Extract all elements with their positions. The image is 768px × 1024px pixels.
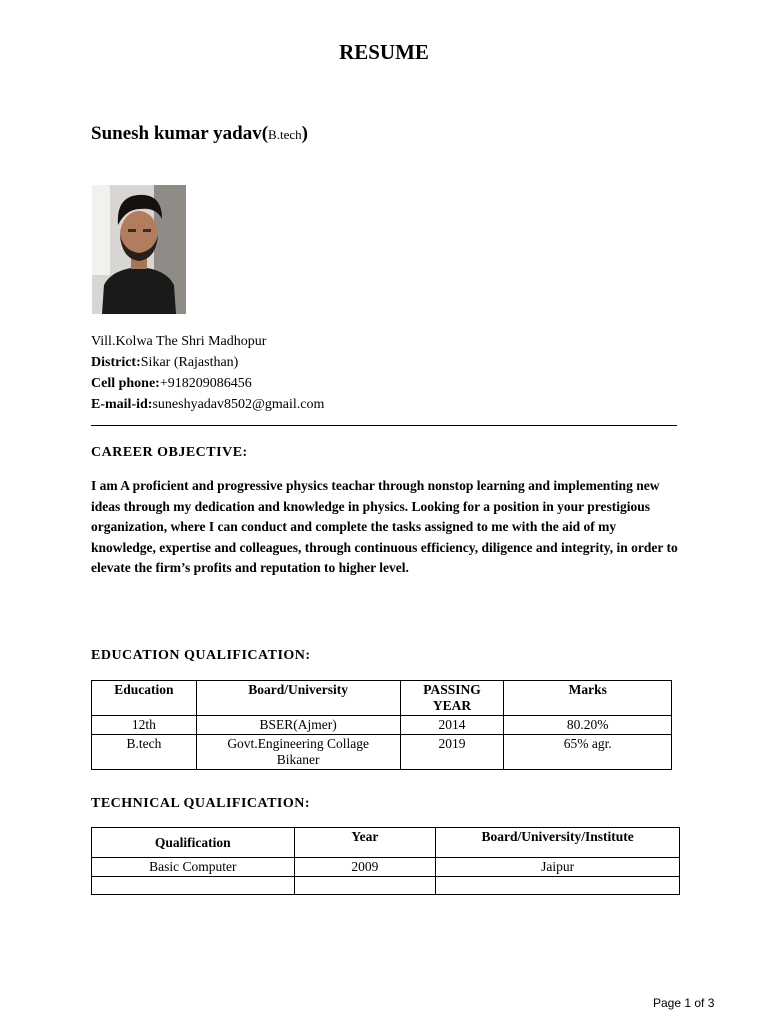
education-header-row bbox=[92, 681, 672, 716]
phone-value: +918209086456 bbox=[159, 376, 252, 391]
cell-institute: Jaipur bbox=[436, 858, 680, 877]
header-year: Year bbox=[294, 828, 436, 858]
section-divider bbox=[91, 425, 677, 426]
candidate-name bbox=[91, 123, 308, 145]
header-qualification: Qualification bbox=[92, 828, 295, 858]
cell-marks: 65% agr. bbox=[504, 735, 672, 770]
technical-table bbox=[91, 827, 680, 895]
header-education: Education bbox=[92, 681, 197, 716]
cell-year: 2019 bbox=[400, 735, 504, 770]
cell-board: Govt.Engineering Collage Bikaner bbox=[196, 735, 400, 770]
header-institute: Board/University/Institute bbox=[436, 828, 680, 858]
cell-education: 12th bbox=[92, 716, 197, 735]
name-close: ) bbox=[301, 123, 308, 144]
technical-heading: TECHNICAL QUALIFICATION: bbox=[91, 796, 311, 811]
cell-institute bbox=[436, 877, 680, 895]
address-line: Vill.Kolwa The Shri Madhopur bbox=[91, 334, 267, 349]
education-heading: EDUCATION QUALIFICATION: bbox=[91, 648, 311, 663]
table-row bbox=[92, 716, 672, 735]
email-line bbox=[91, 394, 324, 415]
district-value: Sikar (Rajasthan) bbox=[140, 355, 239, 370]
education-table bbox=[91, 680, 672, 770]
profile-photo-illustration bbox=[92, 185, 186, 314]
cell-education: B.tech bbox=[92, 735, 197, 770]
cell-qualification: Basic Computer bbox=[92, 858, 295, 877]
cell-year bbox=[294, 877, 436, 895]
table-row bbox=[92, 858, 680, 877]
cell-year: 2009 bbox=[294, 858, 436, 877]
header-board: Board/University bbox=[196, 681, 400, 716]
page-number: Page 1 of 3 bbox=[653, 996, 715, 1010]
header-passing-year: PASSING YEAR bbox=[400, 681, 504, 716]
career-objective-text: I am A proficient and progressive physics teachar through nonstop learning and implementing new ideas through my dedication and knowledge in physics. Looking for a position in your prestigious organization, where I can conduct and complete the tasks assigned to me with the aid of my knowledge, expertise and colleagues, through continuous efficiency, diligence and integrity, in order to elevate the firm’s profits and reputation to higher level. bbox=[91, 478, 678, 575]
name-text: Sunesh kumar yadav( bbox=[91, 123, 269, 144]
profile-photo bbox=[92, 185, 186, 314]
email-label: E-mail-id: bbox=[91, 397, 153, 412]
email-value[interactable]: suneshyadav8502@gmail.com bbox=[152, 397, 325, 412]
cell-year: 2014 bbox=[400, 716, 504, 735]
cell-marks: 80.20% bbox=[504, 716, 672, 735]
technical-header-row bbox=[92, 828, 680, 858]
header-marks: Marks bbox=[504, 681, 672, 716]
career-objective-heading: CAREER OBJECTIVE: bbox=[91, 445, 248, 460]
cell-board: BSER(Ajmer) bbox=[196, 716, 400, 735]
degree-text: B.tech bbox=[268, 127, 302, 142]
phone-label: Cell phone: bbox=[91, 376, 160, 391]
cell-qualification bbox=[92, 877, 295, 895]
document-title: RESUME bbox=[339, 40, 429, 64]
table-row bbox=[92, 735, 672, 770]
district-line bbox=[91, 352, 238, 373]
district-label: District: bbox=[91, 355, 141, 370]
table-row bbox=[92, 877, 680, 895]
phone-line bbox=[91, 373, 252, 394]
